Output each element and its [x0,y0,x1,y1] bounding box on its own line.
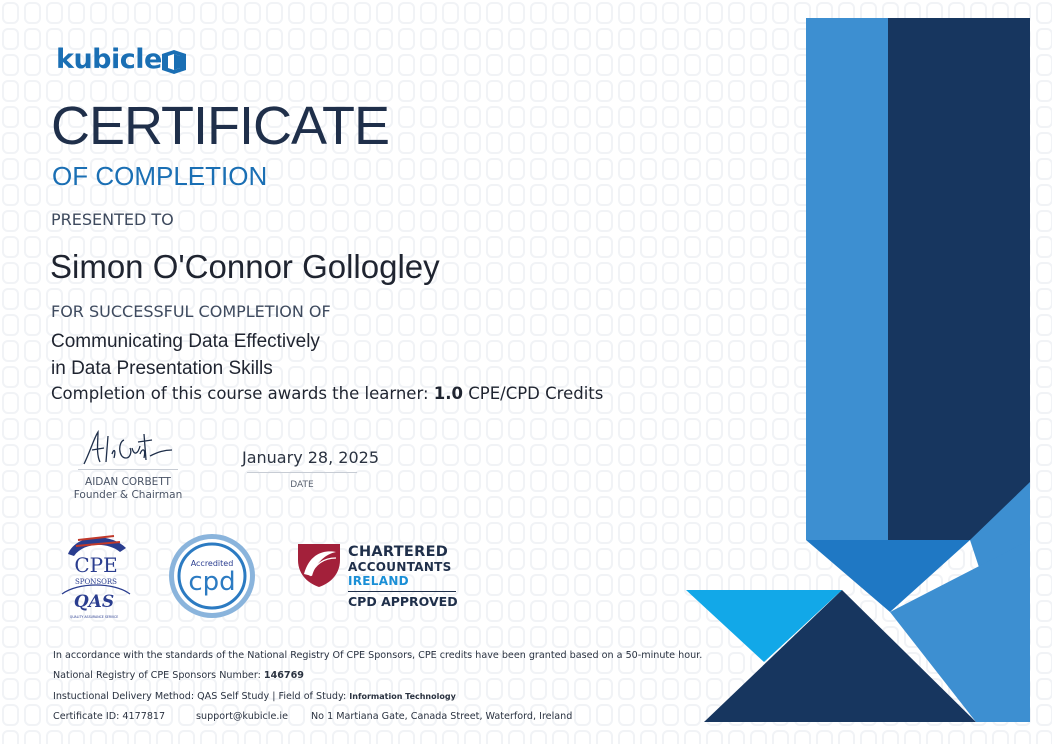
course-line-1: Communicating Data Effectively [51,331,320,352]
credits-statement [51,384,603,403]
qas-subtext: QUALITY ASSURANCE SERVICE [69,615,119,619]
standards-text: In accordance with the standards of the National Registry Of CPE Sponsors, CPE credits have been granted based on a 50-minute hour. [53,650,703,661]
address: No 1 Martiana Gate, Canada Street, Waterford, Ireland [311,711,573,722]
cpe-sponsors-text: SPONSORS [75,578,117,586]
cpe-text: CPE [74,553,118,577]
registry-number: 146769 [263,670,304,681]
signatory-block [73,476,183,502]
recipient-name: Simon O'Connor Gollogley [50,248,440,285]
certificate-id-line [53,711,165,722]
support-email[interactable]: support@kubicle.ie [196,711,288,722]
qas-text: QAS [73,592,115,612]
date-line [247,472,357,473]
cai-accountants: ACCOUNTANTS [348,560,452,574]
cpd-accredited-badge [166,532,258,620]
signature-image [80,428,175,468]
field-of-study: Information Technology [349,692,456,701]
cert-id-label: Certificate ID: [53,711,120,722]
kubicle-logo-text: kubicle [56,44,162,75]
credits-prefix: Completion of this course awards the learner: [51,384,429,403]
cpd-text: cpd [188,567,236,597]
delivery-line [53,691,456,702]
cpd-accredited-text: Accredited [190,559,234,568]
kubicle-cube-icon [160,48,188,76]
certificate-title: CERTIFICATE [51,96,390,156]
cai-ireland: IRELAND [348,574,409,588]
presented-to-label: PRESENTED TO [51,210,174,229]
cai-divider [348,591,456,592]
credits-suffix: CPE/CPD Credits [468,384,604,403]
registry-line [53,670,304,681]
cert-id: 4177817 [122,711,166,722]
date-label: DATE [290,480,314,490]
registry-label: National Registry of CPE Sponsors Number: [53,670,261,681]
cai-cpd-approved: CPD APPROVED [348,594,458,609]
cai-chartered: CHARTERED [348,544,449,560]
cai-crest-icon [296,540,342,588]
course-line-2: in Data Presentation Skills [51,358,273,379]
signatory-role: Founder & Chairman [73,489,183,501]
credits-value: 1.0 [433,384,463,403]
course-name [51,328,320,382]
delivery-text: Instuctional Delivery Method: QAS Self Study | Field of Study: [53,691,347,702]
completion-label: FOR SUCCESSFUL COMPLETION OF [51,302,331,321]
certificate-subtitle: OF COMPLETION [52,161,268,191]
cpe-sponsors-badge [58,528,134,620]
signatory-name: AIDAN CORBETT [85,476,171,488]
decorative-geometry [680,0,1052,744]
issue-date: January 28, 2025 [242,448,379,467]
signature-line [78,469,178,470]
